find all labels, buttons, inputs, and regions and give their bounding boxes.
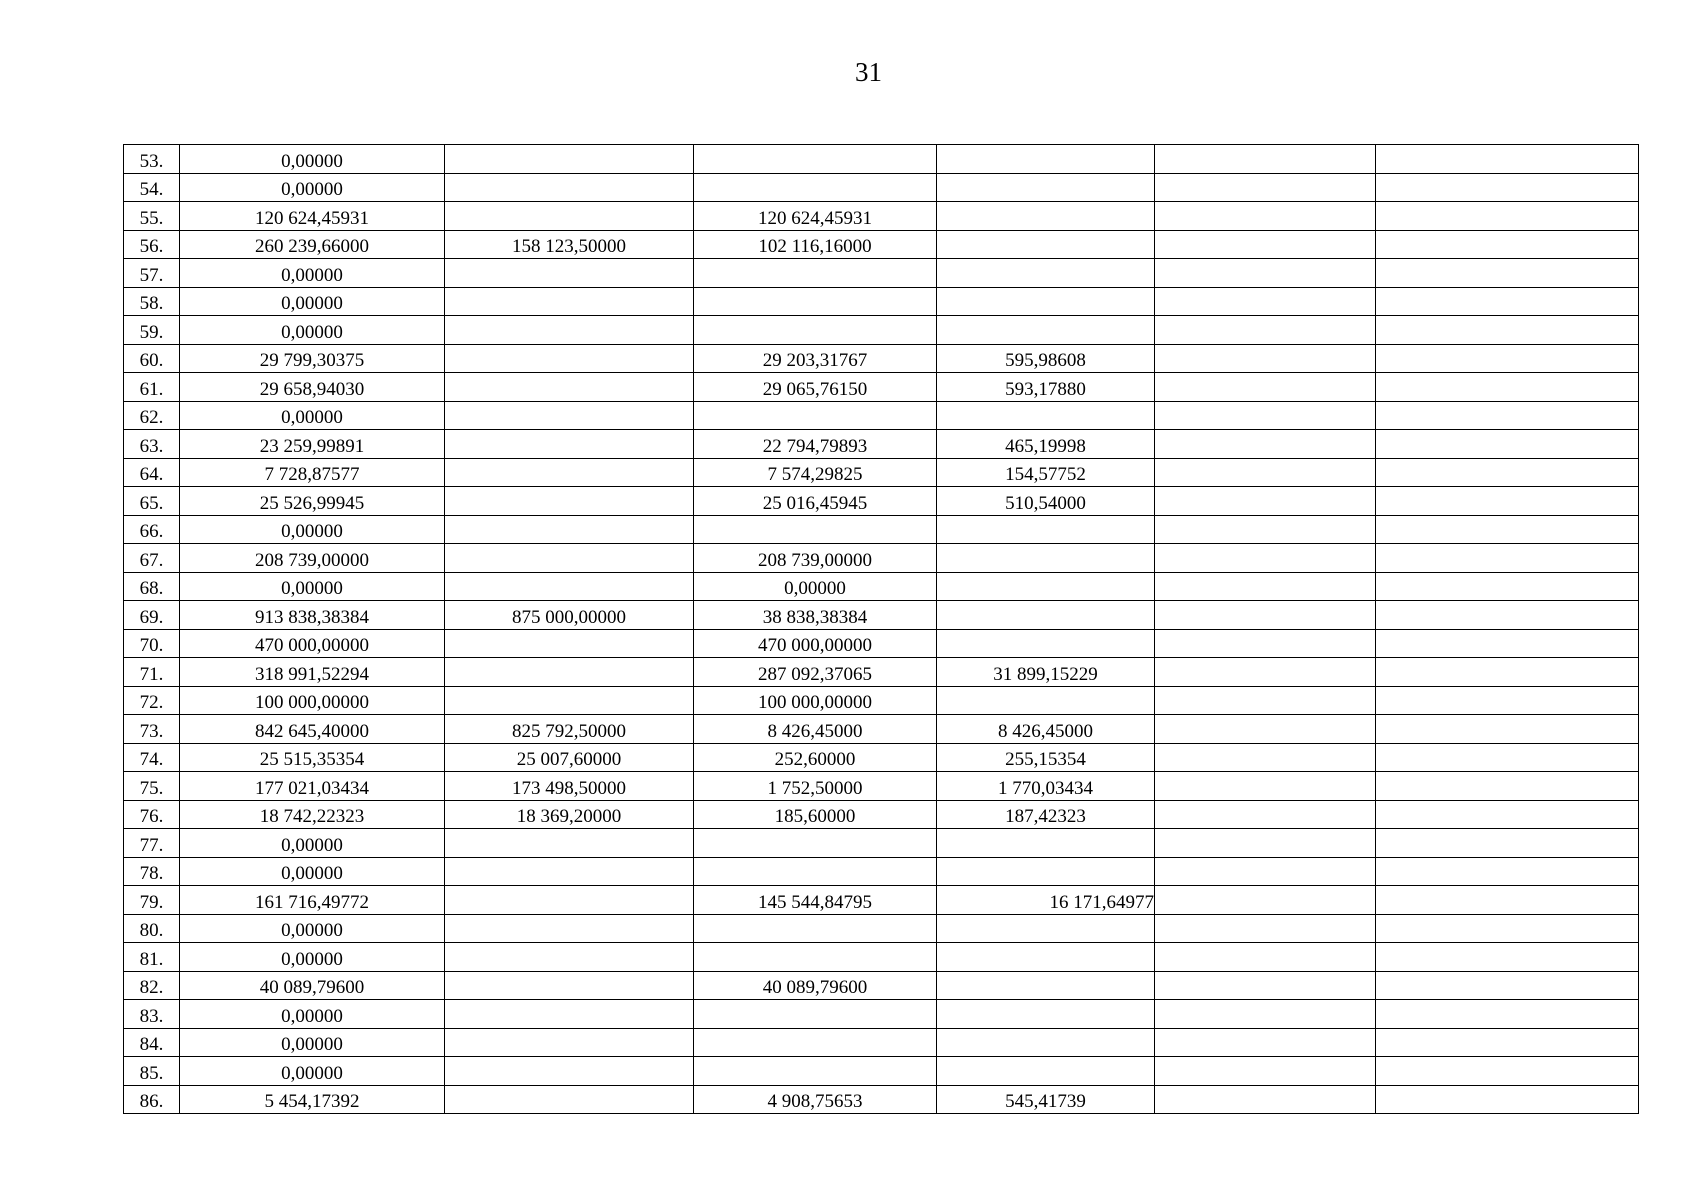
table-row — [124, 715, 1639, 744]
table-cell — [445, 829, 694, 858]
table-cell: 0,00000 — [180, 1057, 445, 1086]
table-cell — [1376, 401, 1639, 430]
table-cell — [1376, 287, 1639, 316]
table-cell: 0,00000 — [180, 572, 445, 601]
row-number-cell: 59. — [124, 316, 180, 345]
table-row — [124, 230, 1639, 259]
table-cell — [1155, 943, 1376, 972]
table-cell: 31 899,15229 — [937, 658, 1155, 687]
table-cell: 8 426,45000 — [694, 715, 937, 744]
table-row — [124, 857, 1639, 886]
table-cell: 0,00000 — [180, 145, 445, 174]
table-cell: 5 454,17392 — [180, 1085, 445, 1114]
table-row — [124, 886, 1639, 915]
table-cell — [937, 173, 1155, 202]
data-table — [123, 144, 1639, 1114]
table-cell — [445, 857, 694, 886]
row-number-cell: 77. — [124, 829, 180, 858]
row-number-cell: 86. — [124, 1085, 180, 1114]
table-cell: 0,00000 — [694, 572, 937, 601]
table-cell — [1155, 316, 1376, 345]
table-row — [124, 800, 1639, 829]
table-cell: 1 752,50000 — [694, 772, 937, 801]
table-cell — [1376, 202, 1639, 231]
table-cell — [445, 430, 694, 459]
table-cell — [1155, 515, 1376, 544]
table-cell — [1155, 401, 1376, 430]
table-cell — [445, 886, 694, 915]
table-cell — [1376, 914, 1639, 943]
table-cell — [937, 230, 1155, 259]
table-row — [124, 287, 1639, 316]
table-cell — [1155, 914, 1376, 943]
table-cell: 29 799,30375 — [180, 344, 445, 373]
table-cell: 161 716,49772 — [180, 886, 445, 915]
table-cell: 40 089,79600 — [694, 971, 937, 1000]
table-cell — [445, 202, 694, 231]
table-cell — [1376, 800, 1639, 829]
table-cell — [694, 1000, 937, 1029]
table-cell: 913 838,38384 — [180, 601, 445, 630]
table-row — [124, 259, 1639, 288]
table-cell — [937, 316, 1155, 345]
row-number-cell: 66. — [124, 515, 180, 544]
table-cell: 0,00000 — [180, 173, 445, 202]
table-cell — [937, 544, 1155, 573]
row-number-cell: 60. — [124, 344, 180, 373]
table-cell: 29 065,76150 — [694, 373, 937, 402]
row-number-cell: 64. — [124, 458, 180, 487]
table-row — [124, 914, 1639, 943]
row-number-cell: 70. — [124, 629, 180, 658]
table-cell — [937, 914, 1155, 943]
table-cell — [937, 572, 1155, 601]
table-cell — [694, 857, 937, 886]
row-number-cell: 81. — [124, 943, 180, 972]
table-row — [124, 373, 1639, 402]
table-cell — [445, 487, 694, 516]
table-cell: 0,00000 — [180, 401, 445, 430]
table-cell — [445, 572, 694, 601]
table-cell: 510,54000 — [937, 487, 1155, 516]
table-cell — [445, 1085, 694, 1114]
table-row — [124, 515, 1639, 544]
table-cell — [1155, 686, 1376, 715]
table-cell — [1155, 971, 1376, 1000]
table-cell: 0,00000 — [180, 316, 445, 345]
table-cell: 158 123,50000 — [445, 230, 694, 259]
table-row — [124, 829, 1639, 858]
table-cell: 208 739,00000 — [694, 544, 937, 573]
table-cell — [1155, 259, 1376, 288]
table-cell: 177 021,03434 — [180, 772, 445, 801]
table-cell — [1155, 373, 1376, 402]
table-cell: 0,00000 — [180, 829, 445, 858]
table-cell: 25 526,99945 — [180, 487, 445, 516]
table-cell: 18 369,20000 — [445, 800, 694, 829]
table-cell — [445, 914, 694, 943]
table-row — [124, 1057, 1639, 1086]
table-cell — [694, 1028, 937, 1057]
table-row — [124, 772, 1639, 801]
table-cell: 100 000,00000 — [694, 686, 937, 715]
row-number-cell: 71. — [124, 658, 180, 687]
table-cell: 470 000,00000 — [180, 629, 445, 658]
table-cell: 842 645,40000 — [180, 715, 445, 744]
row-number-cell: 56. — [124, 230, 180, 259]
table-cell: 0,00000 — [180, 943, 445, 972]
row-number-cell: 67. — [124, 544, 180, 573]
table-row — [124, 544, 1639, 573]
table-cell — [694, 259, 937, 288]
row-number-cell: 72. — [124, 686, 180, 715]
table-cell — [1155, 601, 1376, 630]
table-row — [124, 401, 1639, 430]
table-cell: 25 016,45945 — [694, 487, 937, 516]
table-row — [124, 1028, 1639, 1057]
table-row — [124, 572, 1639, 601]
table-cell — [1376, 829, 1639, 858]
table-cell: 465,19998 — [937, 430, 1155, 459]
table-cell: 287 092,37065 — [694, 658, 937, 687]
table-cell — [445, 1057, 694, 1086]
table-cell — [1376, 1028, 1639, 1057]
table-cell — [1155, 829, 1376, 858]
table-cell: 102 116,16000 — [694, 230, 937, 259]
table-cell: 154,57752 — [937, 458, 1155, 487]
table-cell — [1376, 772, 1639, 801]
table-cell — [1376, 743, 1639, 772]
table-cell — [937, 1057, 1155, 1086]
table-cell — [1376, 430, 1639, 459]
table-row — [124, 686, 1639, 715]
table-cell — [937, 629, 1155, 658]
table-cell — [1376, 1057, 1639, 1086]
table-cell — [1376, 857, 1639, 886]
table-row — [124, 344, 1639, 373]
table-cell: 260 239,66000 — [180, 230, 445, 259]
table-cell: 25 007,60000 — [445, 743, 694, 772]
table-cell — [694, 145, 937, 174]
table-row — [124, 202, 1639, 231]
table-cell — [1155, 544, 1376, 573]
table-cell — [445, 145, 694, 174]
table-cell — [1376, 658, 1639, 687]
table-cell — [1376, 572, 1639, 601]
row-number-cell: 61. — [124, 373, 180, 402]
table-cell — [937, 515, 1155, 544]
table-cell: 1 770,03434 — [937, 772, 1155, 801]
table-cell — [1376, 1085, 1639, 1114]
table-row — [124, 1000, 1639, 1029]
row-number-cell: 82. — [124, 971, 180, 1000]
table-cell — [445, 173, 694, 202]
table-row — [124, 145, 1639, 174]
table-cell — [1376, 686, 1639, 715]
table-cell — [1155, 287, 1376, 316]
row-number-cell: 79. — [124, 886, 180, 915]
row-number-cell: 80. — [124, 914, 180, 943]
table-cell — [445, 259, 694, 288]
table-cell: 23 259,99891 — [180, 430, 445, 459]
table-row — [124, 943, 1639, 972]
table-row — [124, 658, 1639, 687]
table-cell — [1155, 1028, 1376, 1057]
table-cell — [1155, 772, 1376, 801]
table-cell — [1155, 487, 1376, 516]
table-cell: 0,00000 — [180, 259, 445, 288]
table-cell — [1376, 715, 1639, 744]
table-cell — [1376, 544, 1639, 573]
table-cell — [1155, 658, 1376, 687]
table-cell: 25 515,35354 — [180, 743, 445, 772]
row-number-cell: 73. — [124, 715, 180, 744]
table-cell: 0,00000 — [180, 857, 445, 886]
row-number-cell: 55. — [124, 202, 180, 231]
table-cell: 0,00000 — [180, 1028, 445, 1057]
table-cell: 185,60000 — [694, 800, 937, 829]
table-cell: 7 574,29825 — [694, 458, 937, 487]
table-cell — [694, 1057, 937, 1086]
table-row — [124, 601, 1639, 630]
table-cell — [937, 1028, 1155, 1057]
table-cell — [937, 259, 1155, 288]
row-number-cell: 63. — [124, 430, 180, 459]
table-cell — [1376, 173, 1639, 202]
table-row — [124, 629, 1639, 658]
table-cell — [1155, 886, 1376, 915]
table-cell — [1155, 629, 1376, 658]
table-cell — [1155, 458, 1376, 487]
table-cell — [1376, 259, 1639, 288]
table-cell: 0,00000 — [180, 515, 445, 544]
table-cell — [1376, 886, 1639, 915]
table-cell — [694, 173, 937, 202]
table-cell: 29 203,31767 — [694, 344, 937, 373]
table-cell: 825 792,50000 — [445, 715, 694, 744]
table-cell — [1155, 572, 1376, 601]
table-cell — [445, 287, 694, 316]
table-cell: 18 742,22323 — [180, 800, 445, 829]
row-number-cell: 54. — [124, 173, 180, 202]
table-cell — [445, 629, 694, 658]
table-cell — [1376, 629, 1639, 658]
table-cell — [1155, 430, 1376, 459]
table-cell: 470 000,00000 — [694, 629, 937, 658]
table-cell — [1155, 715, 1376, 744]
table-cell: 120 624,45931 — [180, 202, 445, 231]
table-cell — [445, 1000, 694, 1029]
table-cell — [1155, 1057, 1376, 1086]
table-cell — [1376, 943, 1639, 972]
table-cell: 318 991,52294 — [180, 658, 445, 687]
table-body — [124, 145, 1639, 1114]
table-cell — [694, 829, 937, 858]
table-cell — [445, 686, 694, 715]
table-cell — [1155, 145, 1376, 174]
table-cell: 22 794,79893 — [694, 430, 937, 459]
table-cell — [1376, 601, 1639, 630]
table-cell — [937, 857, 1155, 886]
table-cell — [1155, 857, 1376, 886]
row-number-cell: 84. — [124, 1028, 180, 1057]
table-cell — [937, 601, 1155, 630]
table-cell — [1155, 173, 1376, 202]
table-cell — [1376, 373, 1639, 402]
table-cell — [694, 316, 937, 345]
row-number-cell: 58. — [124, 287, 180, 316]
table-cell — [445, 943, 694, 972]
table-cell — [694, 287, 937, 316]
table-cell — [937, 202, 1155, 231]
table-cell: 173 498,50000 — [445, 772, 694, 801]
table-cell — [1155, 1085, 1376, 1114]
table-cell: 29 658,94030 — [180, 373, 445, 402]
row-number-cell: 75. — [124, 772, 180, 801]
table-cell — [937, 401, 1155, 430]
table-row — [124, 430, 1639, 459]
table-cell — [694, 401, 937, 430]
table-cell — [445, 401, 694, 430]
table-cell — [694, 943, 937, 972]
table-row — [124, 1085, 1639, 1114]
table-cell — [1376, 515, 1639, 544]
table-cell — [937, 971, 1155, 1000]
table-row — [124, 971, 1639, 1000]
table-cell — [937, 1000, 1155, 1029]
row-number-cell: 57. — [124, 259, 180, 288]
table-cell — [445, 544, 694, 573]
table-cell — [937, 686, 1155, 715]
table-cell — [445, 515, 694, 544]
table-row — [124, 458, 1639, 487]
table-row — [124, 743, 1639, 772]
row-number-cell: 78. — [124, 857, 180, 886]
table-cell: 593,17880 — [937, 373, 1155, 402]
table-cell — [694, 515, 937, 544]
table-cell — [445, 458, 694, 487]
table-cell: 875 000,00000 — [445, 601, 694, 630]
table-cell — [1155, 230, 1376, 259]
row-number-cell: 83. — [124, 1000, 180, 1029]
table-row — [124, 316, 1639, 345]
table-cell — [937, 145, 1155, 174]
table-cell: 38 838,38384 — [694, 601, 937, 630]
table-cell — [1376, 316, 1639, 345]
table-cell — [445, 373, 694, 402]
table-cell: 0,00000 — [180, 287, 445, 316]
table-cell — [445, 658, 694, 687]
table-cell: 145 544,84795 — [694, 886, 937, 915]
table-cell — [937, 943, 1155, 972]
table-cell — [445, 344, 694, 373]
row-number-cell: 62. — [124, 401, 180, 430]
table-cell — [694, 914, 937, 943]
table-row — [124, 173, 1639, 202]
table-cell: 595,98608 — [937, 344, 1155, 373]
row-number-cell: 69. — [124, 601, 180, 630]
table-cell: 252,60000 — [694, 743, 937, 772]
table-cell: 7 728,87577 — [180, 458, 445, 487]
table-cell — [1376, 230, 1639, 259]
row-number-cell: 68. — [124, 572, 180, 601]
table-cell — [1376, 458, 1639, 487]
table-cell — [445, 971, 694, 1000]
table-cell: 4 908,75653 — [694, 1085, 937, 1114]
row-number-cell: 53. — [124, 145, 180, 174]
table-cell: 40 089,79600 — [180, 971, 445, 1000]
table-cell — [1376, 344, 1639, 373]
table-cell — [937, 287, 1155, 316]
table-cell — [1376, 145, 1639, 174]
table-cell: 0,00000 — [180, 1000, 445, 1029]
table-cell — [445, 316, 694, 345]
table-cell — [1376, 971, 1639, 1000]
row-number-cell: 65. — [124, 487, 180, 516]
table-cell — [1376, 1000, 1639, 1029]
row-number-cell: 74. — [124, 743, 180, 772]
table-cell: 0,00000 — [180, 914, 445, 943]
table-cell: 120 624,45931 — [694, 202, 937, 231]
table-cell — [1155, 800, 1376, 829]
table-cell — [1376, 487, 1639, 516]
table-row — [124, 487, 1639, 516]
table-cell: 8 426,45000 — [937, 715, 1155, 744]
table-cell — [1155, 1000, 1376, 1029]
table-cell — [445, 1028, 694, 1057]
table-cell — [937, 829, 1155, 858]
table-cell: 100 000,00000 — [180, 686, 445, 715]
table-cell — [1155, 743, 1376, 772]
row-number-cell: 85. — [124, 1057, 180, 1086]
table-cell — [1155, 344, 1376, 373]
page-number: 31 — [855, 57, 882, 87]
table-cell: 255,15354 — [937, 743, 1155, 772]
table-cell: 208 739,00000 — [180, 544, 445, 573]
table-cell: 16 171,64977 — [937, 886, 1155, 915]
row-number-cell: 76. — [124, 800, 180, 829]
table-cell: 187,42323 — [937, 800, 1155, 829]
table-cell — [1155, 202, 1376, 231]
table-cell: 545,41739 — [937, 1085, 1155, 1114]
